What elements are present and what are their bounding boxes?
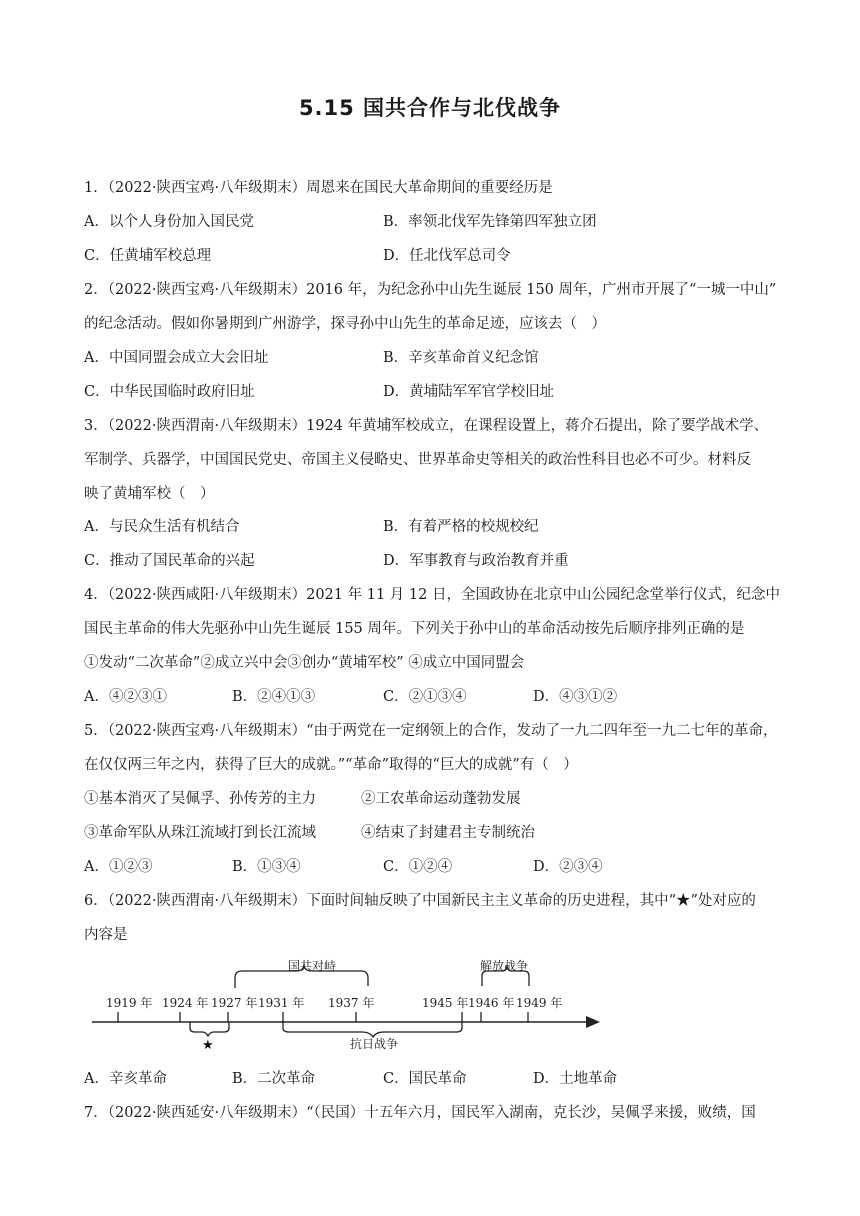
year-label: 1946 年 bbox=[468, 996, 515, 1010]
timeline-figure bbox=[88, 952, 608, 1052]
question-4-option-b: B．②④①③ bbox=[232, 689, 316, 705]
question-4-option-d: D．④③①② bbox=[533, 689, 618, 705]
question-2-option-b: B．辛亥革命首义纪念馆 bbox=[383, 350, 539, 366]
question-4-stem-line-3: ①发动“二次革命”②成立兴中会③创办“黄埔军校” ④成立中国同盟会 bbox=[84, 655, 525, 671]
year-label: 1919 年 bbox=[106, 996, 153, 1010]
question-1-option-d: D．任北伐军总司令 bbox=[383, 248, 511, 264]
question-5-statement-1: ①基本消灭了吴佩孚、孙传芳的主力 bbox=[84, 791, 316, 807]
year-label: 1949 年 bbox=[516, 996, 563, 1010]
question-6-stem-line-2: 内容是 bbox=[84, 927, 128, 943]
question-7-stem-line-1: 7．（2022·陕西延安·八年级期末）“（民国）十五年六月，国民军入湖南，克长沙，吴佩孚来援，败绩，国 bbox=[84, 1105, 756, 1121]
year-label: 1931 年 bbox=[258, 996, 305, 1010]
question-4-option-a: A．④②③① bbox=[84, 689, 167, 705]
year-label: 1924 年 bbox=[162, 996, 209, 1010]
year-label: 1927 年 bbox=[211, 996, 258, 1010]
question-6-option-b: B．二次革命 bbox=[232, 1071, 316, 1087]
question-5-option-a: A．①②③ bbox=[84, 859, 153, 875]
liberation-label: 解放战争 bbox=[480, 959, 529, 973]
question-3-stem-line-3: 映了黄埔军校（ ） bbox=[84, 486, 215, 502]
question-2-stem-line-1: 2．（2022·陕西宝鸡·八年级期末）2016 年，为纪念孙中山先生诞辰 150 周年，广州市开展了“一城一中山” bbox=[84, 282, 777, 298]
question-6-option-d: D．土地革命 bbox=[533, 1071, 618, 1087]
year-label: 1937 年 bbox=[328, 996, 375, 1010]
question-3-stem-line-2: 军制学、兵器学，中国国民党史、帝国主义侵略史、世界革命史等相关的政治性科目也必不可少。材料反 bbox=[84, 452, 751, 468]
question-3-option-a: A．与民众生活有机结合 bbox=[84, 519, 240, 535]
question-5-option-d: D．②③④ bbox=[533, 859, 603, 875]
timeline-ticks bbox=[118, 1012, 528, 1022]
question-5-statement-3: ③革命军队从珠江流域打到长江流域 bbox=[84, 825, 316, 841]
question-6-stem-line-1: 6．（2022·陕西渭南·八年级期末）下面时间轴反映了中国新民主主义革命的历史进程，其中“★”处对应的 bbox=[84, 893, 756, 909]
resistance-label: 抗日战争 bbox=[350, 1037, 399, 1051]
question-2-option-a: A．中国同盟会成立大会旧址 bbox=[84, 350, 269, 366]
star-brace bbox=[190, 1022, 229, 1036]
question-1-option-c: C．任黄埔军校总理 bbox=[84, 248, 212, 264]
star-marker: ★ bbox=[202, 1038, 214, 1052]
question-1-stem: 1．（2022·陕西宝鸡·八年级期末）周恩来在国民大革命期间的重要经历是 bbox=[84, 180, 553, 196]
question-6-option-a: A．辛亥革命 bbox=[84, 1071, 167, 1087]
confrontation-label: 国共对峙 bbox=[288, 959, 337, 973]
timeline-arrow bbox=[586, 1016, 600, 1028]
question-1-option-b: B．率领北伐军先锋第四军独立团 bbox=[383, 214, 597, 230]
question-2-option-d: D．黄埔陆军军官学校旧址 bbox=[383, 384, 555, 400]
question-5-option-b: B．①③④ bbox=[232, 859, 301, 875]
question-6-option-c: C．国民革命 bbox=[383, 1071, 467, 1087]
question-3-option-c: C．推动了国民革命的兴起 bbox=[84, 553, 255, 569]
question-5-statement-4: ④结束了封建君主专制统治 bbox=[361, 825, 535, 841]
question-4-option-c: C．②①③④ bbox=[383, 689, 467, 705]
question-2-stem-line-2: 的纪念活动。假如你暑期到广州游学，探寻孙中山先生的革命足迹，应该去（ ） bbox=[84, 316, 606, 332]
resistance-brace bbox=[283, 1022, 462, 1037]
question-4-stem-line-1: 4．（2022·陕西咸阳·八年级期末）2021 年 11 月 12 日，全国政协在北京中山公园纪念堂举行仪式，纪念中 bbox=[84, 587, 780, 603]
question-5-stem-line-1: 5．（2022·陕西宝鸡·八年级期末）“由于两党在一定纲领上的合作，发动了一九二四年至一九二七年的革命， bbox=[84, 723, 778, 739]
year-label: 1945 年 bbox=[422, 996, 469, 1010]
question-1-option-a: A．以个人身份加入国民党 bbox=[84, 214, 254, 230]
question-4-stem-line-2: 国民主革命的伟大先驱孙中山先生诞辰 155 周年。下列关于孙中山的革命活动按先后顺序排列正确的是 bbox=[84, 621, 745, 637]
question-3-option-b: B．有着严格的校规校纪 bbox=[383, 519, 539, 535]
question-2-option-c: C．中华民国临时政府旧址 bbox=[84, 384, 255, 400]
page-title: 5.15 国共合作与北伐战争 bbox=[298, 96, 562, 120]
question-5-statement-2: ②工农革命运动蓬勃发展 bbox=[361, 791, 521, 807]
question-5-stem-line-2: 在仅仅两三年之内，获得了巨大的成就。”“革命”取得的“巨大的成就”有（ ） bbox=[84, 757, 578, 773]
question-3-stem-line-1: 3．（2022·陕西渭南·八年级期末）1924 年黄埔军校成立，在课程设置上，蒋介石提出，除了要学战术学、 bbox=[84, 418, 769, 434]
question-3-option-d: D．军事教育与政治教育并重 bbox=[383, 553, 569, 569]
question-5-option-c: C．①②④ bbox=[383, 859, 453, 875]
